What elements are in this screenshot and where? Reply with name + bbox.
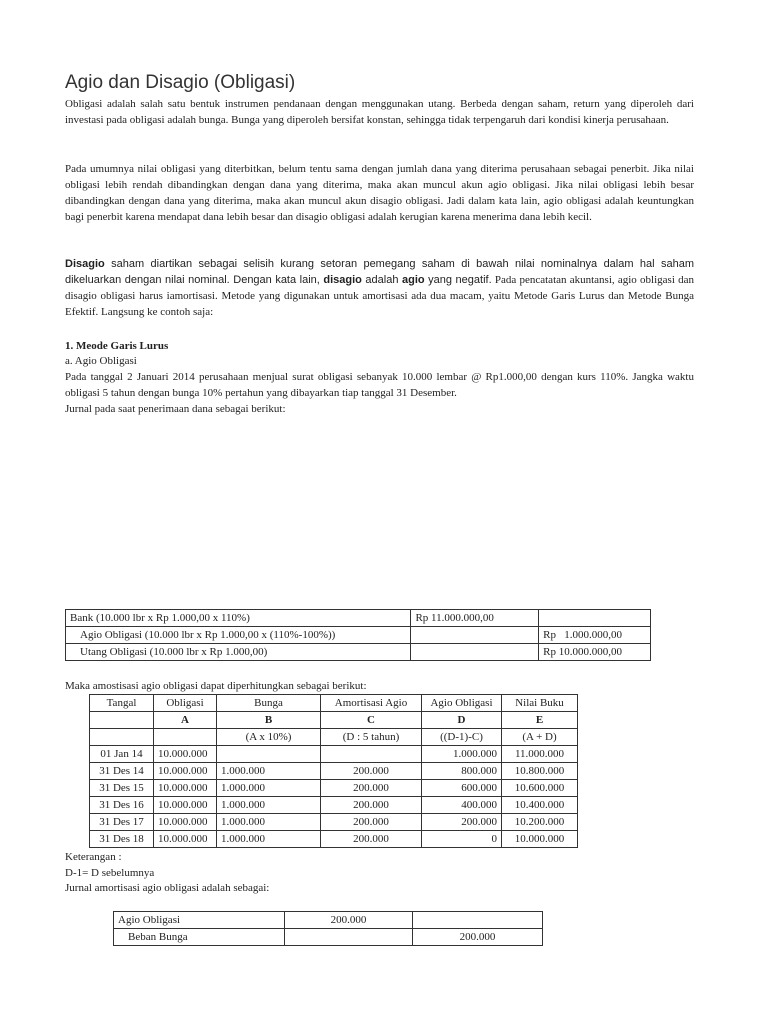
agio-cell: 600.000: [422, 780, 502, 797]
note-text: D-1= D sebelumnya: [65, 867, 155, 879]
obligasi-cell: 10.000.000: [154, 780, 217, 797]
debit-cell: [411, 644, 539, 661]
column-formula: [154, 729, 217, 746]
column-header: Nilai Buku: [502, 695, 578, 712]
journal2-intro: Jurnal amortisasi agio obligasi adalah sebagai:: [65, 882, 270, 894]
disagio-text-3: yang negatif.: [424, 274, 492, 286]
column-header: Tangal: [90, 695, 154, 712]
amortization-intro: Maka amostisasi agio obligasi dapat diperhitungkan sebagai berikut:: [65, 680, 367, 692]
account-cell: Agio Obligasi: [114, 912, 285, 929]
debit-cell: [285, 929, 413, 946]
credit-cell: 200.000: [413, 929, 543, 946]
example-paragraph: Pada tanggal 2 Januari 2014 perusahaan menjual surat obligasi sebanyak 10.000 lembar @ Rp1.000,00 dengan kurs 110%. Jangka waktu obligasi 5 tahun dengan bunga 10% pertahun yang dibayarkan tiap tanggal 31 Desember.: [65, 371, 694, 399]
table-letter-row: [90, 712, 578, 729]
journal-intro: Jurnal pada saat penerimaan dana sebagai berikut:: [65, 403, 286, 415]
credit-cell: Rp 1.000.000,00: [539, 627, 651, 644]
account-cell: Utang Obligasi (10.000 lbr x Rp 1.000,00): [66, 644, 411, 661]
date-cell: 31 Des 16: [90, 797, 154, 814]
amortisasi-cell: 200.000: [321, 797, 422, 814]
table-row: [66, 627, 651, 644]
column-header: Agio Obligasi: [422, 695, 502, 712]
column-letter: B: [217, 712, 321, 729]
bunga-cell: 1.000.000: [217, 797, 321, 814]
debit-cell: [411, 627, 539, 644]
debit-cell: 200.000: [285, 912, 413, 929]
column-formula: (A + D): [502, 729, 578, 746]
agio-cell: 200.000: [422, 814, 502, 831]
disagio-term-2: disagio: [323, 274, 362, 286]
column-formula: (A x 10%): [217, 729, 321, 746]
table-row: [114, 929, 543, 946]
section-heading: 1. Meode Garis Lurus: [65, 340, 169, 352]
amortisasi-cell: 200.000: [321, 831, 422, 848]
agio-cell: 800.000: [422, 763, 502, 780]
disagio-term: Disagio: [65, 258, 105, 270]
agio-cell: 400.000: [422, 797, 502, 814]
amortisasi-cell: 200.000: [321, 763, 422, 780]
journal-table-2: [113, 911, 543, 946]
amortization-table: [89, 694, 578, 848]
article-title: Agio dan Disagio (Obligasi): [65, 72, 296, 93]
agio-cell: 0: [422, 831, 502, 848]
keterangan-label: Keterangan :: [65, 851, 122, 863]
obligasi-cell: 10.000.000: [154, 814, 217, 831]
column-header: Obligasi: [154, 695, 217, 712]
obligasi-cell: 10.000.000: [154, 797, 217, 814]
column-letter: C: [321, 712, 422, 729]
sub-heading: a. Agio Obligasi: [65, 355, 137, 367]
credit-cell: [413, 912, 543, 929]
column-formula: ((D-1)-C): [422, 729, 502, 746]
table-row: [90, 797, 578, 814]
amortisasi-cell: 200.000: [321, 780, 422, 797]
agio-term: agio: [402, 274, 425, 286]
obligasi-cell: 10.000.000: [154, 831, 217, 848]
column-letter: A: [154, 712, 217, 729]
journal-table-1: [65, 609, 651, 661]
table-row: [90, 831, 578, 848]
amortisasi-cell: [321, 746, 422, 763]
bunga-cell: 1.000.000: [217, 814, 321, 831]
column-header: Bunga: [217, 695, 321, 712]
bunga-cell: 1.000.000: [217, 831, 321, 848]
nilai-buku-cell: 10.400.000: [502, 797, 578, 814]
nilai-buku-cell: 10.800.000: [502, 763, 578, 780]
bunga-cell: [217, 746, 321, 763]
date-cell: 31 Des 17: [90, 814, 154, 831]
amortisasi-cell: 200.000: [321, 814, 422, 831]
account-cell: Bank (10.000 lbr x Rp 1.000,00 x 110%): [66, 610, 411, 627]
date-cell: 31 Des 15: [90, 780, 154, 797]
intro-paragraph: Obligasi adalah salah satu bentuk instrumen pendanaan dengan menggunakan utang. Berbeda dengan saham, return yang diperoleh dari investasi pada obligasi adalah bunga. Bunga yang diperoleh bersifat konstan, sehingga tidak terpengaruh dari kondisi kinerja perusahaan.: [65, 98, 694, 126]
disagio-text-2: adalah: [361, 274, 402, 286]
account-cell: Beban Bunga: [114, 929, 285, 946]
bunga-cell: 1.000.000: [217, 780, 321, 797]
table-row: [90, 814, 578, 831]
table-formula-row: [90, 729, 578, 746]
table-row: [66, 644, 651, 661]
date-cell: 01 Jan 14: [90, 746, 154, 763]
date-cell: 31 Des 18: [90, 831, 154, 848]
debit-cell: Rp 11.000.000,00: [411, 610, 539, 627]
disagio-definition-paragraph: [65, 256, 694, 320]
obligasi-cell: 10.000.000: [154, 746, 217, 763]
bunga-cell: 1.000.000: [217, 763, 321, 780]
nilai-buku-cell: 10.000.000: [502, 831, 578, 848]
account-cell: Agio Obligasi (10.000 lbr x Rp 1.000,00 x (110%-100%)): [66, 627, 411, 644]
column-letter: E: [502, 712, 578, 729]
column-letter: [90, 712, 154, 729]
disagio-text-1: saham diartikan sebagai selisih kurang setoran pemegang saham di bawah nilai nominalnya dalam hal saham dikeluarkan dengan nilai nominal. Dengan kata lain,: [65, 258, 694, 286]
column-header: Amortisasi Agio: [321, 695, 422, 712]
obligasi-cell: 10.000.000: [154, 763, 217, 780]
credit-cell: Rp 10.000.000,00: [539, 644, 651, 661]
nilai-buku-cell: 10.200.000: [502, 814, 578, 831]
column-letter: D: [422, 712, 502, 729]
table-row: [66, 610, 651, 627]
column-formula: [90, 729, 154, 746]
table-header-row: [90, 695, 578, 712]
nilai-buku-cell: 11.000.000: [502, 746, 578, 763]
column-formula: (D : 5 tahun): [321, 729, 422, 746]
amortization-text: Pada pencatatan akuntansi, agio obligasi dan disagio obligasi harus iamortisasi. Metode yang digunakan untuk amortisasi ada dua macam, yaitu Metode Garis Lurus dan Metode Bunga Efektif. Langsung ke contoh saja:: [65, 274, 694, 318]
table-row: [90, 763, 578, 780]
credit-cell: [539, 610, 651, 627]
table-row: [90, 746, 578, 763]
date-cell: 31 Des 14: [90, 763, 154, 780]
table-row: [114, 912, 543, 929]
nilai-buku-cell: 10.600.000: [502, 780, 578, 797]
agio-disagio-paragraph: Pada umumnya nilai obligasi yang diterbitkan, belum tentu sama dengan jumlah dana yang diterima perusahaan sebagai penerbit. Jika nilai obligasi lebih rendah dibandingkan dengan dana yang diterima, maka akan muncul akun agio obligasi. Jika nilai obligasi lebih besar dibandingkan dengan dana yang diterima, maka akan muncul akun disagio obligasi. Jadi dalam kata lain, agio obligasi adalah keuntungkan bagi penerbit karena mendapat dana lebih besar dan disagio obligasi adalah kerugian karena menerima dana lebih kecil.: [65, 163, 694, 223]
agio-cell: 1.000.000: [422, 746, 502, 763]
table-row: [90, 780, 578, 797]
